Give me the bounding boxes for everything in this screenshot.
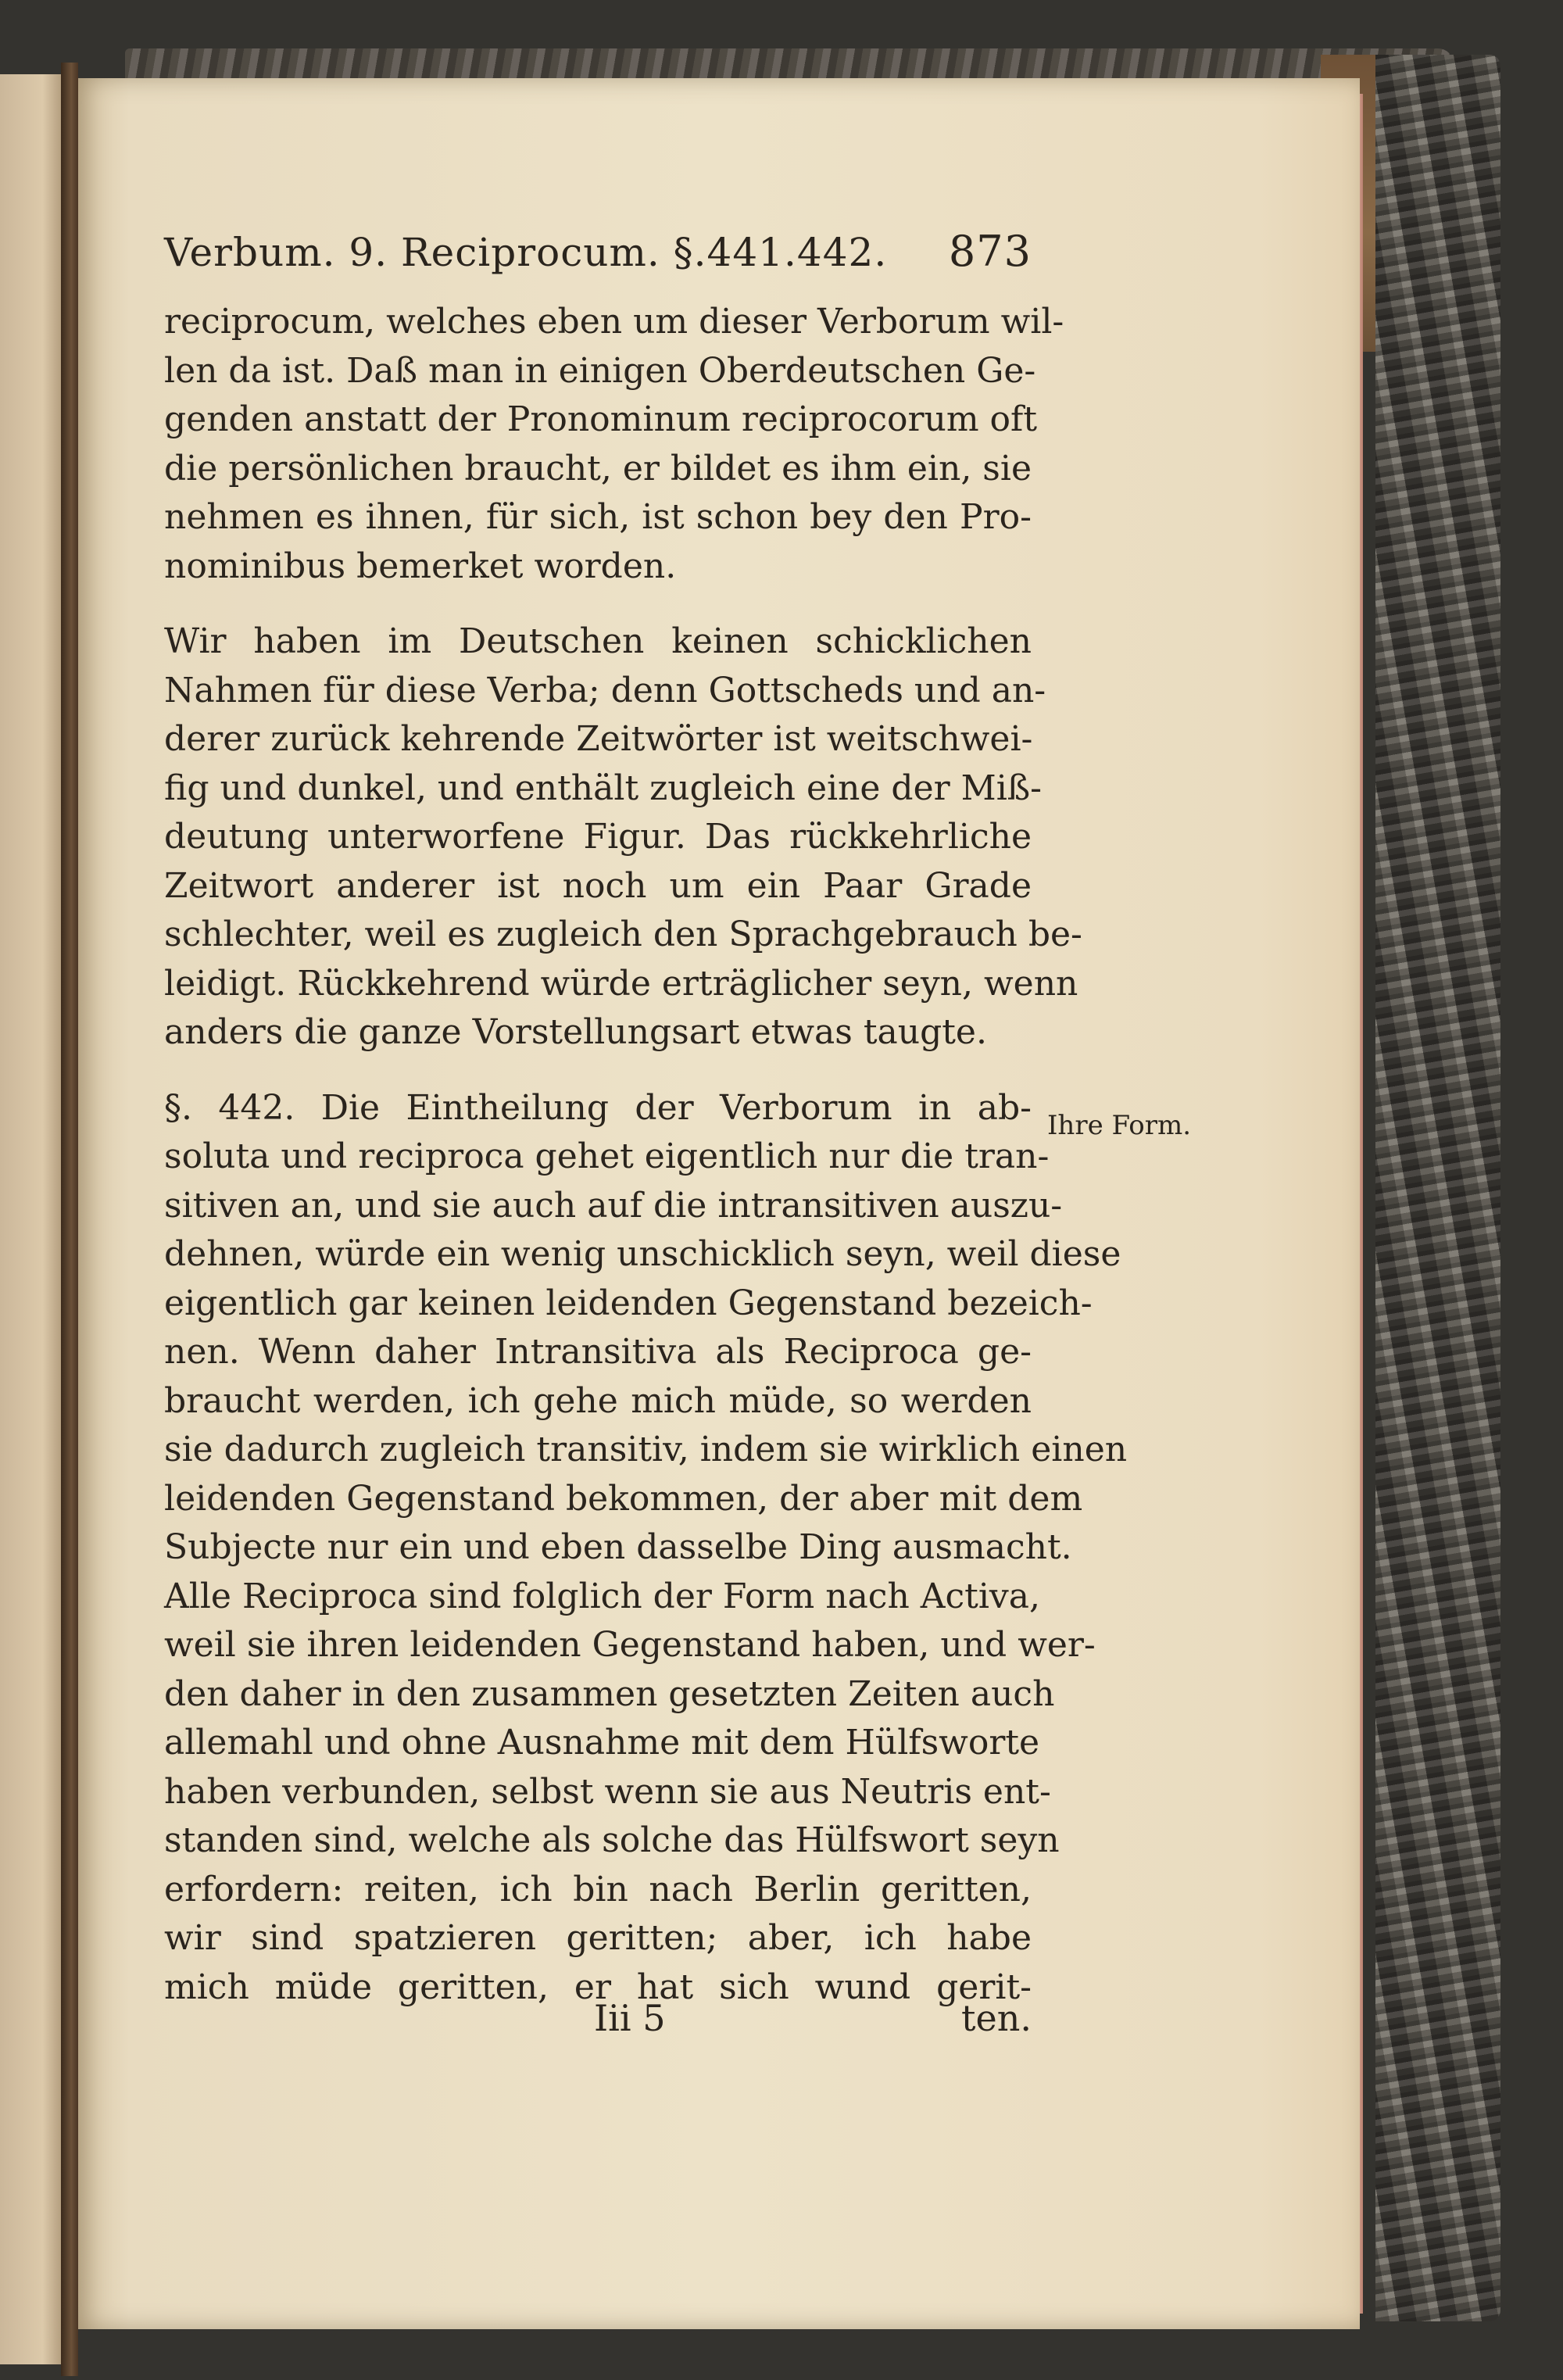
text-line: Nahmen für diese Verba; denn Gottscheds und an-	[164, 670, 1046, 710]
text-line: Subjecte nur ein und eben dasselbe Ding ausmacht.	[164, 1527, 1072, 1567]
running-title: Verbum. 9. Reciprocum. §.441.442.	[164, 230, 888, 275]
text-line: nominibus bemerket worden.	[164, 546, 677, 586]
text-line: fig und dunkel, und enthält zugleich eine der Miß-	[164, 768, 1043, 808]
signature-mark: Iii 5	[594, 1997, 666, 2039]
text-line: standen sind, welche als solche das Hülfswort seyn	[164, 1820, 1060, 1860]
catchword: ten.	[961, 1997, 1032, 2039]
text-line: wir sind spatzieren geritten; aber, ich habe	[164, 1918, 1032, 1958]
text-line: soluta und reciproca gehet eigentlich nur die tran-	[164, 1136, 1050, 1176]
text-line: den daher in den zusammen gesetzten Zeiten auch	[164, 1673, 1055, 1714]
book-gutter	[61, 63, 78, 2376]
text-line: sie dadurch zugleich transitiv, indem sie wirklich einen	[164, 1430, 1128, 1469]
text-line: len da ist. Daß man in einigen Oberdeutschen Ge-	[164, 350, 1036, 391]
marbled-cover	[1375, 55, 1500, 2321]
text-line: mich müde geritten, er hat sich wund gerit-	[164, 1967, 1032, 2007]
paragraph-2	[164, 617, 1082, 1058]
running-header	[164, 227, 1032, 276]
previous-page-edge	[0, 74, 61, 2364]
text-line: dehnen, würde ein wenig unschicklich seyn, weil diese	[164, 1234, 1121, 1274]
margin-note: Ihre Form.	[1047, 1110, 1192, 1141]
text-line: leidigt. Rückkehrend würde erträglicher seyn, wenn	[164, 963, 1078, 1004]
text-line: genden anstatt der Pronominum reciprocorum oft	[164, 399, 1037, 439]
page-footer	[594, 1997, 1032, 2039]
text-line: anders die ganze Vorstellungsart etwas taugte.	[164, 1012, 987, 1052]
text-line: erfordern: reiten, ich bin nach Berlin geritten,	[164, 1869, 1032, 1909]
text-line: deutung unterworfene Figur. Das rückkehrliche	[164, 817, 1032, 857]
text-line: nehmen es ihnen, für sich, ist schon bey den Pro-	[164, 497, 1032, 537]
page-number: 873	[948, 227, 1032, 276]
text-line: leidenden Gegenstand bekommen, der aber mit dem	[164, 1478, 1083, 1519]
text-line: Zeitwort anderer ist noch um ein Paar Grade	[164, 865, 1032, 906]
text-line: eigentlich gar keinen leidenden Gegenstand bezeich-	[164, 1283, 1093, 1323]
text-line: Alle Reciproca sind folglich der Form nach Activa,	[164, 1576, 1041, 1616]
text-line: derer zurück kehrende Zeitwörter ist weitschwei-	[164, 719, 1033, 759]
text-line: haben verbunden, selbst wenn sie aus Neutris ent-	[164, 1771, 1051, 1812]
text-line: reciprocum, welches eben um dieser Verborum wil-	[164, 302, 1064, 342]
text-line: §. 442. Die Eintheilung der Verborum in ab-	[164, 1087, 1032, 1128]
text-line: braucht werden, ich gehe mich müde, so werden	[164, 1380, 1032, 1421]
text-line: allemahl und ohne Ausnahme mit dem Hülfsworte	[164, 1723, 1040, 1763]
paragraph-1	[164, 298, 1064, 591]
text-line: Wir haben im Deutschen keinen schicklichen	[164, 621, 1032, 661]
text-line: sitiven an, und sie auch auf die intransitiven auszu-	[164, 1185, 1063, 1226]
text-line: nen. Wenn daher Intransitiva als Reciproca ge-	[164, 1332, 1032, 1372]
text-line: weil sie ihren leidenden Gegenstand haben, und wer-	[164, 1625, 1096, 1665]
text-line: die persönlichen braucht, er bildet es ihm ein, sie	[164, 448, 1032, 489]
text-line: schlechter, weil es zugleich den Sprachgebrauch be-	[164, 914, 1082, 954]
